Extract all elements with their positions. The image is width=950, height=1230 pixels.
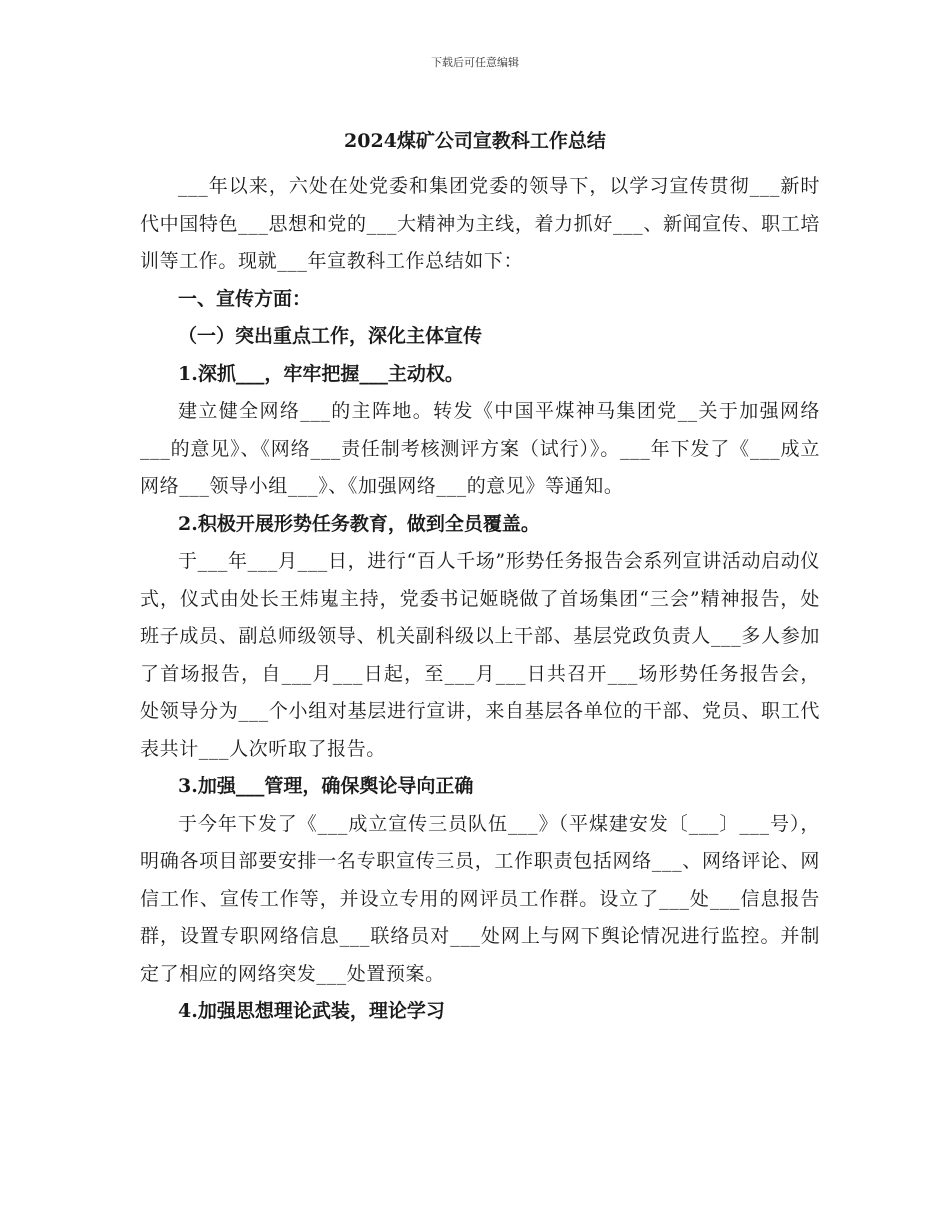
header-note: 下载后可任意编辑 [431,56,519,69]
heading-subsection-1: （一）突出重点工作，深化主体宣传 [178,325,483,347]
paragraph-item-2: 于___年___月___日，进行“百人千场”形势任务报告会系列宣讲活动启动仪式，仪式由处长王炜嵬主持，党委书记姬晓做了首场集团“三会”精神报告，处班子成员、副总师级领导、机关副科级以上干部、基层党政负责人___多人参加了首场报告，自___月___日起，至___月___日共召开___场形势任务报告会，处领导分为___个小组对基层进行宣讲，来自基层各单位的干部、党员、职工代表共计___人次听取了报告。 [140,550,820,760]
paragraph-intro: ___年以来，六处在处党委和集团党委的领导下，以学习宣传贯彻___新时代中国特色___思想和党的___大精神为主线，着力抓好___、新闻宣传、职工培训等工作。现就___年宣教科工作总结如下： [140,175,820,272]
heading-item-3: 3.加强___管理，确保舆论导向正确 [178,775,474,797]
document-body [140,168,820,1031]
heading-item-2: 2.积极开展形势任务教育，做到全员覆盖。 [178,512,540,535]
document-title: 2024煤矿公司宣教科工作总结 [344,130,606,152]
paragraph-item-1: 建立健全网络___的主阵地。转发《中国平煤神马集团党__关于加强网络___的意见》、《网络___责任制考核测评方案（试行）》。___年下发了《___成立网络___领导小组___》、《加强网络___的意见》等通知。 [140,400,820,497]
heading-item-1: 1.深抓___，牢牢把握___主动权。 [178,362,464,385]
paragraph-item-3: 于今年下发了《___成立宣传三员队伍___》（平煤建安发〔___〕___号），明确各项目部要安排一名专职宣传三员，工作职责包括网络___、网络评论、网信工作、宣传工作等，并设立专用的网评员工作群。设立了___处___信息报告群，设置专职网络信息___联络员对___处网上与网下舆论情况进行监控。并制定了相应的网络突发___处置预案。 [140,812,820,985]
heading-section-1: 一、宣传方面： [178,287,312,310]
heading-item-4: 4.加强思想理论武装，理论学习 [178,1000,445,1022]
